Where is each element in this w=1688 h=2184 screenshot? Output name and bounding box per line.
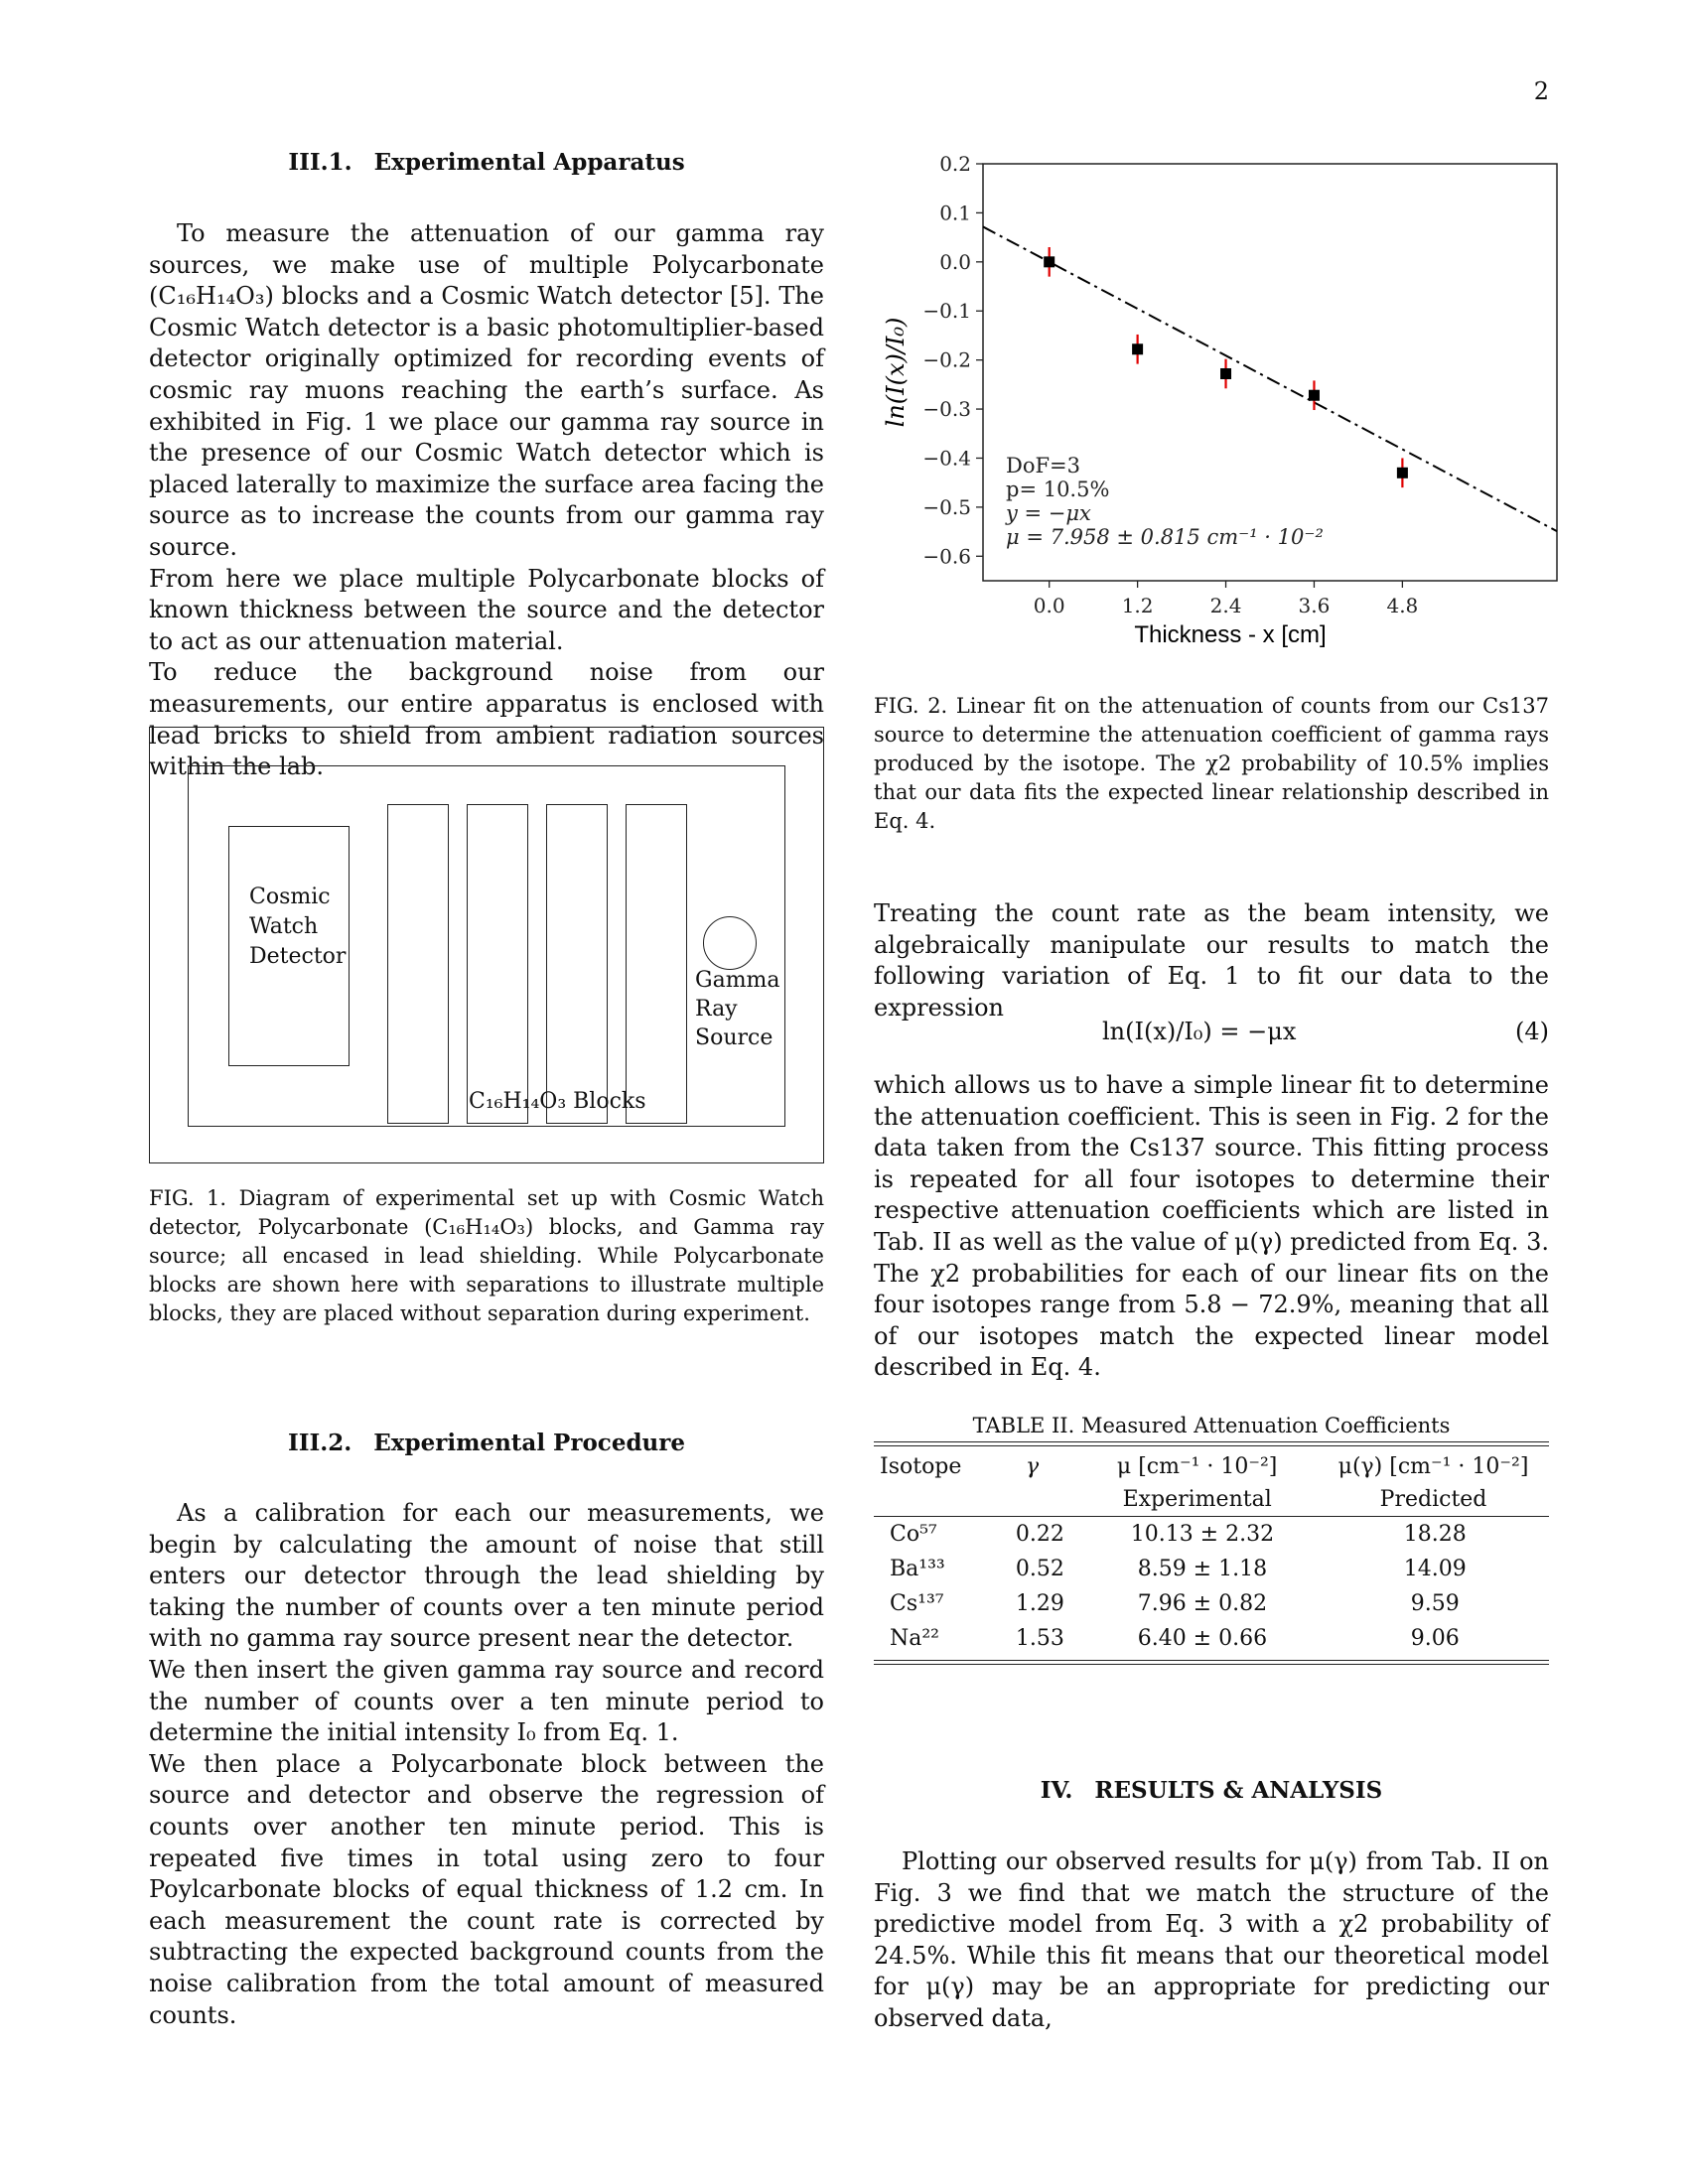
annotation-line: μ = 7.958 ± 0.815 cm⁻¹ · 10⁻² — [1006, 525, 1324, 549]
blocks-label: C₁₆H₁₄O₃ Blocks — [469, 1089, 646, 1114]
x-tick-label: 3.6 — [1298, 594, 1331, 617]
polycarbonate-block — [626, 804, 687, 1124]
section-title: RESULTS & ANALYSIS — [1094, 1777, 1383, 1804]
lead-shielding-box — [188, 765, 785, 1127]
section-heading-procedure — [149, 1430, 824, 1456]
attenuation-table — [874, 1441, 1549, 1665]
x-axis-ticks — [1034, 581, 1419, 617]
gamma-cell: 1.29 — [1015, 1591, 1064, 1616]
section-title: Experimental Apparatus — [373, 149, 685, 176]
section-heading-results — [874, 1777, 1549, 1804]
table-subheader: Experimental — [1122, 1487, 1272, 1512]
apparatus-text — [149, 218, 824, 783]
x-tick-label: 4.8 — [1386, 594, 1419, 617]
x-tick-label: 0.0 — [1033, 594, 1065, 617]
table-subheader: Predicted — [1379, 1487, 1487, 1512]
y-tick-label: −0.1 — [922, 299, 971, 324]
isotope-cell: Co⁵⁷ — [890, 1522, 937, 1547]
results-text — [874, 1846, 1549, 2035]
exp-cell: 6.40 ± 0.66 — [1137, 1626, 1268, 1651]
data-point — [1309, 390, 1320, 401]
table-row — [874, 1552, 1549, 1586]
table-header: γ — [1026, 1454, 1040, 1479]
x-tick-label: 2.4 — [1209, 594, 1242, 617]
table-row — [874, 1621, 1549, 1656]
section-number: IV. — [1040, 1777, 1073, 1804]
fig1-caption: FIG. 1. Diagram of experimental set up with Cosmic Watch detector, Polycarbonate (C₁₆H₁₄O₃) blocks, and Gamma ray source; all encased in lead shielding. While Polycarbonate blocks are shown here with separations to illustrate multiple blocks, they are placed without separation during experiment. — [149, 1186, 824, 1325]
fit-intro-text — [874, 898, 1549, 1024]
y-axis-label: ln(I(x)/I₀) — [882, 317, 910, 428]
label-line: Detector — [249, 944, 347, 969]
exp-cell: 8.59 ± 1.18 — [1137, 1557, 1268, 1581]
paragraph: which allows us to have a simple linear fit to determine the attenuation coefficient. This is seen in Fig. 2 for the data taken from the Cs137 source. This fitting process is repeated for all four isotopes to determine their respective attenuation coefficients which are listed in Tab. II as well as the value of μ(γ) predicted from Eq. 3. The χ2 probabilities for each of our linear fits on the four isotopes range from 5.8 − 72.9%, meaning that all of our isotopes match the expected linear model described in Eq. 4. — [874, 1071, 1549, 1382]
procedure-text — [149, 1498, 824, 2031]
chart-annotations — [1005, 454, 1324, 549]
paragraph: Plotting our observed results for μ(γ) from Tab. II on Fig. 3 we find that we match the structure of the predictive model from Eq. 3 with a χ2 probability of 24.5%. While this fit means that our theoretical model for μ(γ) may be an appropriate for predicting our observed data, — [874, 1847, 1549, 2032]
label-line: Ray — [695, 997, 738, 1022]
data-points — [1044, 247, 1408, 487]
data-point — [1132, 343, 1143, 354]
y-tick-label: −0.2 — [922, 347, 971, 372]
table-header: μ(γ) [cm⁻¹ · 10⁻²] — [1337, 1454, 1529, 1479]
isotope-cell: Na²² — [890, 1626, 940, 1651]
data-point — [1220, 368, 1231, 379]
x-tick-label: 1.2 — [1121, 594, 1154, 617]
annotation-line: y = −μx — [1006, 501, 1091, 525]
y-tick-label: −0.4 — [922, 446, 971, 471]
table-caption: TABLE II. Measured Attenuation Coefficients — [972, 1414, 1451, 1437]
section-number: III.2. — [287, 1430, 352, 1456]
exp-cell: 10.13 ± 2.32 — [1130, 1522, 1275, 1547]
fig1-diagram — [149, 727, 824, 1163]
fig2-caption: FIG. 2. Linear fit on the attenuation of counts from our Cs137 source to determine the attenuation coefficient of gamma rays produced by the isotope. The χ2 probability of 10.5% implies that our data fits the expected linear relationship described in Eq. 4. — [874, 694, 1549, 833]
table-header: Isotope — [880, 1454, 962, 1479]
page-number: 2 — [1533, 77, 1549, 105]
equation-text: ln(I(x)/I₀) = −μx — [1102, 1018, 1297, 1045]
fig2-chart — [874, 139, 1559, 655]
gamma-source-circle — [703, 916, 757, 970]
table-rule — [874, 1660, 1549, 1665]
section-heading-apparatus — [149, 149, 824, 176]
gamma-cell: 0.22 — [1015, 1522, 1064, 1547]
isotope-cell: Ba¹³³ — [890, 1557, 945, 1581]
y-tick-label: 0.1 — [939, 201, 971, 225]
table-header-row — [874, 1450, 1549, 1483]
section-number: III.1. — [288, 149, 352, 176]
paragraph: We then insert the given gamma ray source and record the number of counts over a ten minute period to determine the initial intensity I₀ from Eq. 1. — [149, 1655, 824, 1747]
label-line: Gamma — [695, 968, 780, 993]
paragraph: Treating the count rate as the beam intensity, we algebraically manipulate our results to match the following variation of Eq. 1 to fit our data to the expression — [874, 899, 1549, 1022]
pred-cell: 9.59 — [1410, 1591, 1460, 1616]
pred-cell: 14.09 — [1403, 1557, 1467, 1581]
paragraph: As a calibration for each our measurements, we begin by calculating the amount of noise that still enters our detector through the lead shielding by taking the number of counts over a ten minute period with no gamma ray source present near the detector. — [149, 1499, 824, 1653]
table-rule — [874, 1441, 1549, 1446]
annotation-line: DoF=3 — [1006, 454, 1081, 478]
section-title: Experimental Procedure — [373, 1430, 686, 1456]
data-point — [1044, 256, 1055, 267]
y-axis-ticks — [922, 152, 983, 568]
paragraph: To reduce the background noise from our measurements, our entire apparatus is enclosed with lead bricks to shield from ambient radiation sources within the lab. — [149, 658, 824, 781]
y-tick-label: 0.2 — [939, 152, 971, 176]
fit-results-text — [874, 1070, 1549, 1384]
polycarbonate-block — [387, 804, 449, 1124]
paragraph: We then place a Polycarbonate block between the source and detector and observe the regression of counts over another ten minute period. This is repeated five times in total using zero to four Poylcarbonate blocks of equal thickness of 1.2 cm. In each measurement the count rate is corrected by subtracting the expected background counts from the noise calibration from the total amount of measured counts. — [149, 1749, 824, 2029]
label-line: Cosmic — [249, 885, 331, 909]
data-point — [1397, 468, 1408, 478]
gamma-cell: 0.52 — [1015, 1557, 1064, 1581]
pred-cell: 9.06 — [1410, 1626, 1460, 1651]
x-axis-label: Thickness - x [cm] — [1134, 621, 1327, 648]
gamma-cell: 1.53 — [1015, 1626, 1064, 1651]
y-tick-label: −0.5 — [922, 494, 971, 519]
polycarbonate-block — [467, 804, 528, 1124]
y-tick-label: 0.0 — [939, 249, 971, 274]
detector-label — [249, 883, 346, 972]
table-row — [874, 1586, 1549, 1621]
exp-cell: 7.96 ± 0.82 — [1137, 1591, 1268, 1616]
label-line: Watch — [249, 914, 319, 939]
paragraph: To measure the attenuation of our gamma ray sources, we make use of multiple Polycarbonate (C₁₆H₁₄O₃) blocks and a Cosmic Watch detector [5]. The Cosmic Watch detector is a basic photomultiplier-based detector originally optimized for recording events of cosmic ray muons reaching the earth’s surface. As exhibited in Fig. 1 we place our gamma ray source in the presence of our Cosmic Watch detector which is placed laterally to maximize the surface area facing the source as to increase the counts from our gamma ray source. — [149, 219, 824, 561]
pred-cell: 18.28 — [1403, 1522, 1467, 1547]
equation-number: (4) — [1515, 1018, 1549, 1045]
table-subheader-row — [874, 1483, 1549, 1516]
y-tick-label: −0.3 — [922, 397, 971, 422]
detector-box — [228, 826, 350, 1066]
label-line: Source — [695, 1025, 774, 1050]
y-tick-label: −0.6 — [922, 544, 971, 569]
table-header: μ [cm⁻¹ · 10⁻²] — [1116, 1454, 1278, 1479]
annotation-line: p= 10.5% — [1006, 478, 1110, 501]
table-row — [874, 1517, 1549, 1552]
paragraph: From here we place multiple Polycarbonate blocks of known thickness between the source and the detector to act as our attenuation material. — [149, 564, 824, 655]
isotope-cell: Cs¹³⁷ — [890, 1591, 944, 1616]
polycarbonate-block — [546, 804, 608, 1124]
source-label — [695, 966, 780, 1052]
